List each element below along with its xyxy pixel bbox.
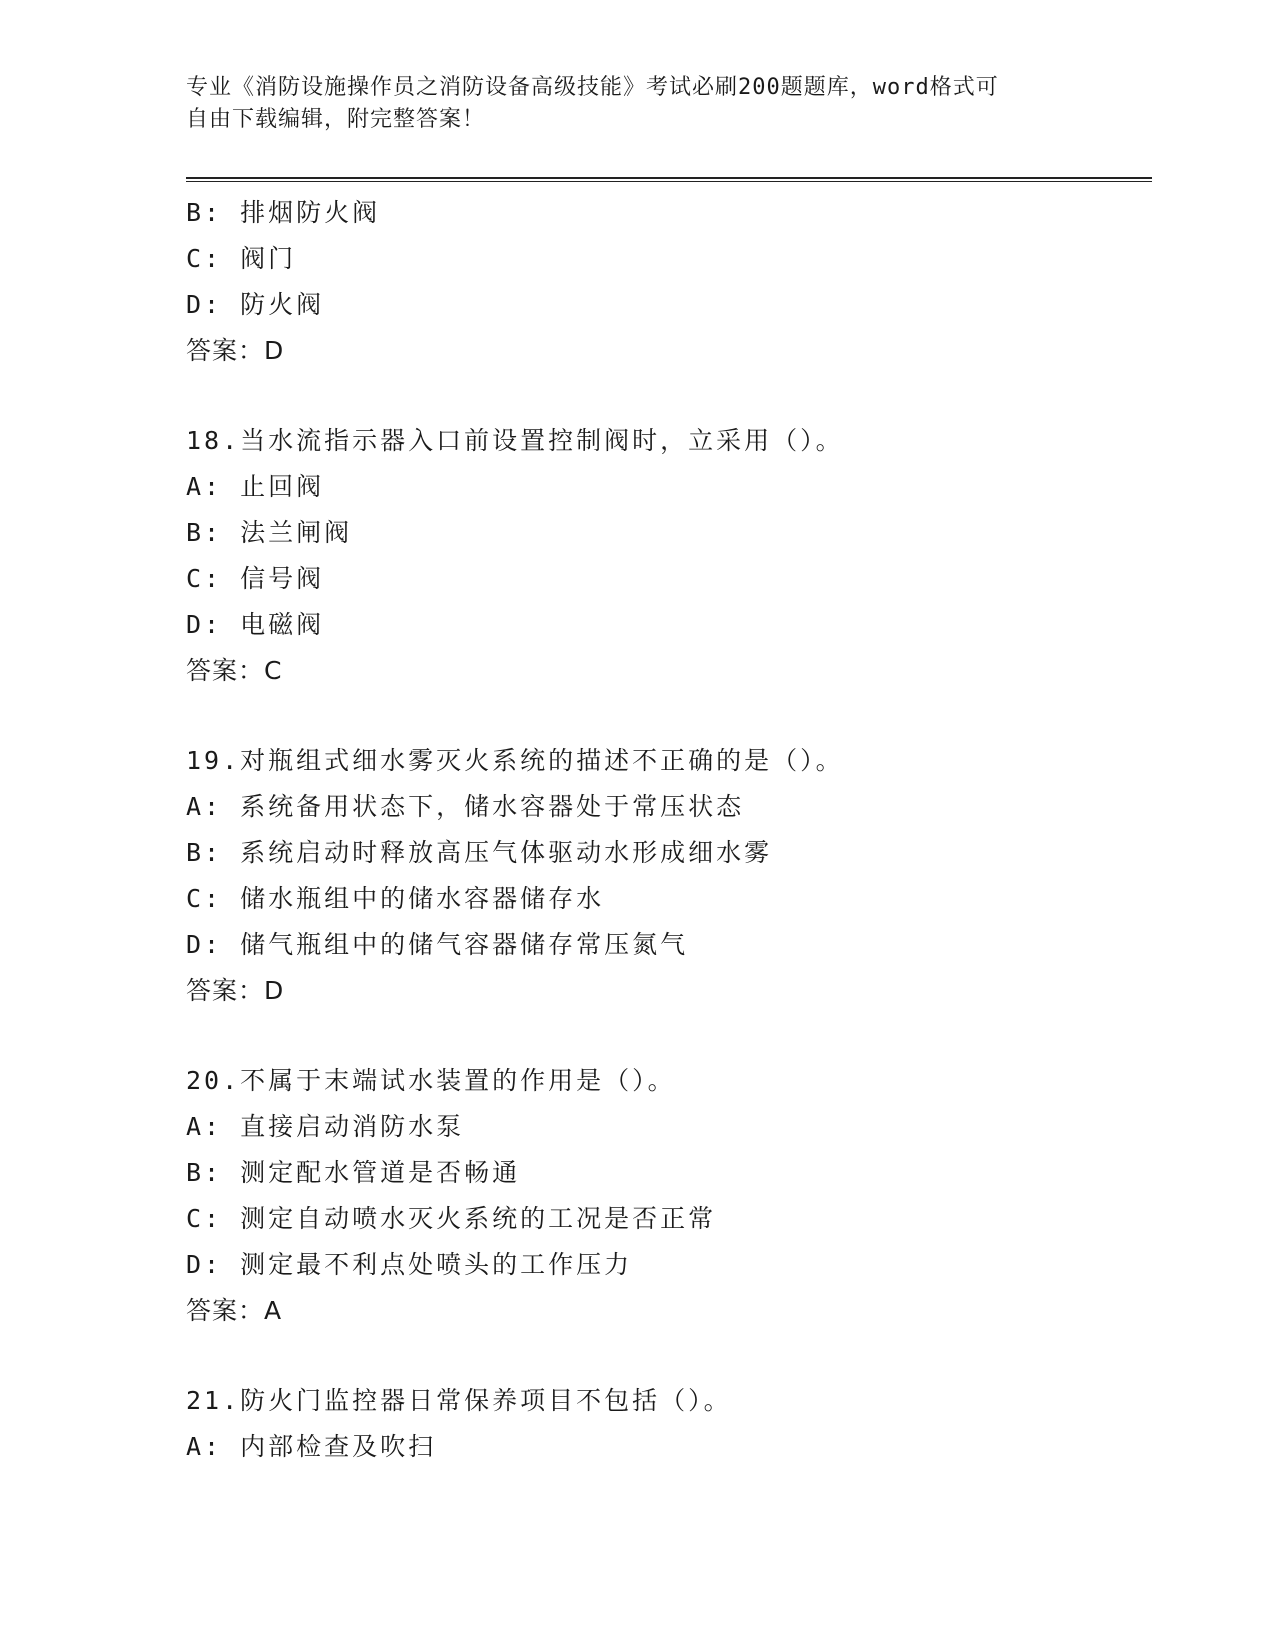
option-d: D: 电磁阀 bbox=[186, 610, 325, 639]
option-b: B: 系统启动时释放高压气体驱动水形成细水雾 bbox=[186, 838, 773, 867]
question-stem: 18.当水流指示器入口前设置控制阀时，立采用（）。 bbox=[186, 426, 844, 455]
option-b: B: 排烟防火阀 bbox=[186, 198, 381, 227]
document-header bbox=[186, 72, 1066, 136]
question-block bbox=[186, 418, 1146, 694]
option-a: A: 止回阀 bbox=[186, 472, 325, 501]
option-c: C: 测定自动喷水灭火系统的工况是否正常 bbox=[186, 1204, 717, 1233]
answer-line: 答案：D bbox=[186, 976, 285, 1005]
header-line-2: 自由下载编辑，附完整答案！ bbox=[186, 107, 486, 132]
option-a: A: 直接启动消防水泵 bbox=[186, 1112, 465, 1141]
question-stem: 20.不属于末端试水装置的作用是（）。 bbox=[186, 1066, 676, 1095]
question-block bbox=[186, 190, 1146, 374]
question-block bbox=[186, 738, 1146, 1014]
option-d: D: 防火阀 bbox=[186, 290, 325, 319]
header-divider-thick bbox=[186, 177, 1152, 179]
option-d: D: 测定最不利点处喷头的工作压力 bbox=[186, 1250, 633, 1279]
question-stem: 19.对瓶组式细水雾灭火系统的描述不正确的是（）。 bbox=[186, 746, 844, 775]
answer-line: 答案：C bbox=[186, 656, 283, 685]
question-list bbox=[186, 190, 1146, 1470]
answer-line: 答案：A bbox=[186, 1296, 283, 1325]
option-c: C: 储水瓶组中的储水容器储存水 bbox=[186, 884, 605, 913]
option-b: B: 法兰闸阀 bbox=[186, 518, 353, 547]
header-divider-thin bbox=[186, 181, 1152, 182]
option-b: B: 测定配水管道是否畅通 bbox=[186, 1158, 521, 1187]
question-stem: 21.防火门监控器日常保养项目不包括（）。 bbox=[186, 1386, 732, 1415]
option-a: A: 系统备用状态下，储水容器处于常压状态 bbox=[186, 792, 745, 821]
question-block bbox=[186, 1378, 1146, 1470]
question-block bbox=[186, 1058, 1146, 1334]
option-d: D: 储气瓶组中的储气容器储存常压氮气 bbox=[186, 930, 689, 959]
option-c: C: 信号阀 bbox=[186, 564, 325, 593]
option-c: C: 阀门 bbox=[186, 244, 297, 273]
option-a: A: 内部检查及吹扫 bbox=[186, 1432, 437, 1461]
header-line-1: 专业《消防设施操作员之消防设备高级技能》考试必刷200题题库，word格式可 bbox=[186, 75, 999, 100]
answer-line: 答案：D bbox=[186, 336, 285, 365]
